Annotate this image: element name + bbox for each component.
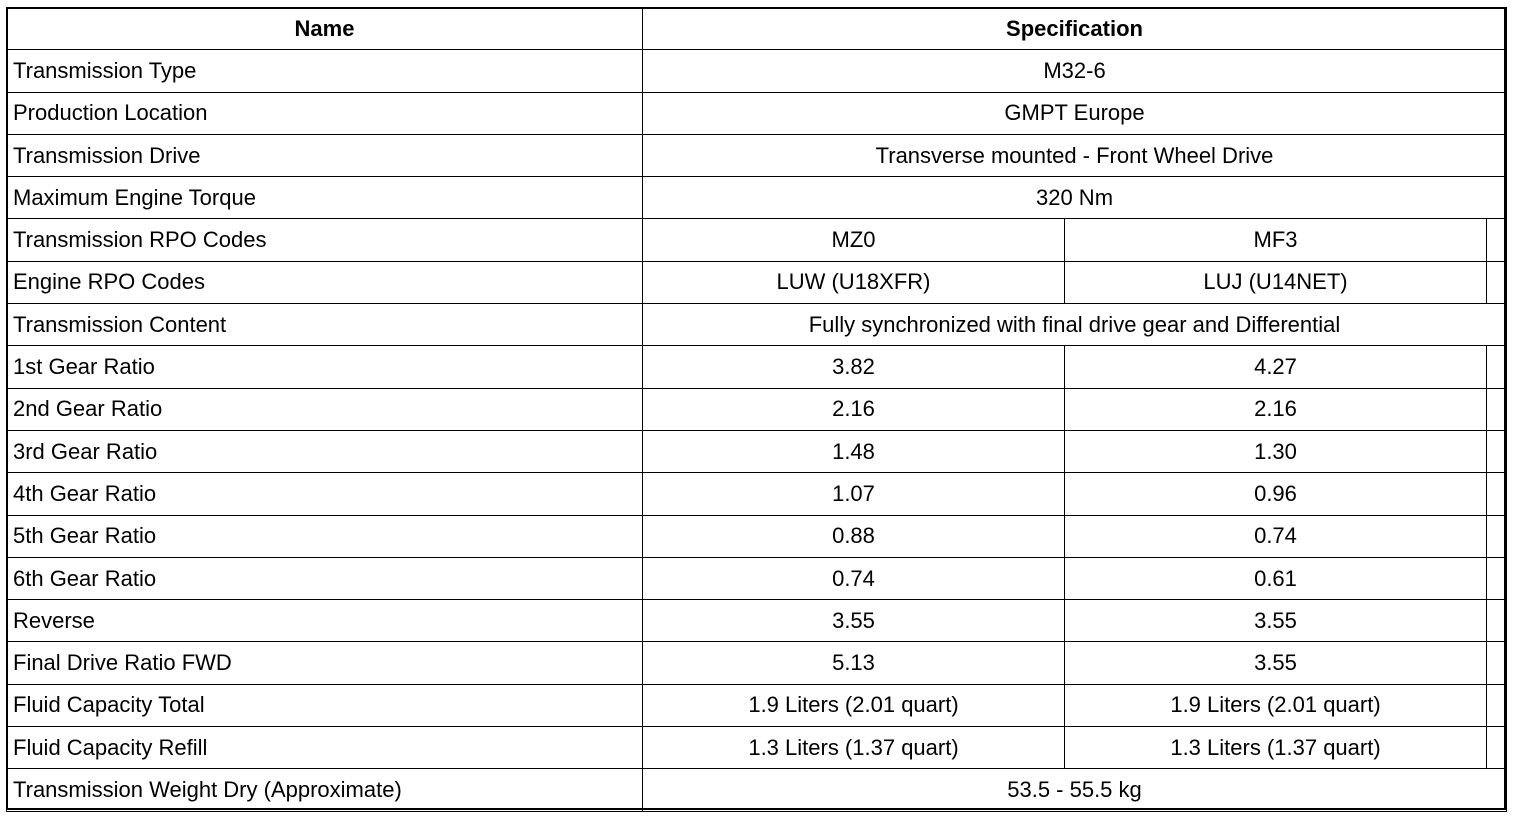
row-value-mf3: 1.3 Liters (1.37 quart): [1065, 727, 1487, 769]
row-label: 4th Gear Ratio: [7, 473, 643, 515]
row-value-mf3: 0.61: [1065, 557, 1487, 599]
table-row: [7, 219, 1507, 261]
row-value-mf3: 2.16: [1065, 388, 1487, 430]
table-row: [7, 388, 1507, 430]
row-label: Transmission Drive: [7, 134, 643, 176]
row-spacer: [1487, 219, 1507, 261]
row-value-mf3: 0.74: [1065, 515, 1487, 557]
row-spacer: [1487, 557, 1507, 599]
table-row: [7, 261, 1507, 303]
header-specification: Specification: [643, 8, 1507, 50]
row-value: 320 Nm: [643, 177, 1507, 219]
row-label: Reverse: [7, 600, 643, 642]
row-value-mz0: 1.48: [643, 430, 1065, 472]
row-label: Final Drive Ratio FWD: [7, 642, 643, 684]
row-value-mz0: 1.3 Liters (1.37 quart): [643, 727, 1065, 769]
table-row: [7, 177, 1507, 219]
row-label: Fluid Capacity Refill: [7, 727, 643, 769]
row-value-mz0: MZ0: [643, 219, 1065, 261]
row-value-mz0: 1.07: [643, 473, 1065, 515]
row-spacer: [1487, 388, 1507, 430]
table-row: [7, 304, 1507, 346]
row-label: Transmission Content: [7, 304, 643, 346]
row-value-mz0: LUW (U18XFR): [643, 261, 1065, 303]
row-value-mz0: 3.55: [643, 600, 1065, 642]
table-row: [7, 50, 1507, 92]
row-value-mf3: LUJ (U14NET): [1065, 261, 1487, 303]
row-value-mf3: 3.55: [1065, 642, 1487, 684]
row-label: 1st Gear Ratio: [7, 346, 643, 388]
row-spacer: [1487, 642, 1507, 684]
row-spacer: [1487, 515, 1507, 557]
row-label: 6th Gear Ratio: [7, 557, 643, 599]
table-row: [7, 769, 1507, 811]
row-value: Fully synchronized with final drive gear and Differential: [643, 304, 1507, 346]
table-row: [7, 684, 1507, 726]
row-value-mz0: 2.16: [643, 388, 1065, 430]
row-label: Fluid Capacity Total: [7, 684, 643, 726]
row-spacer: [1487, 600, 1507, 642]
row-label: 2nd Gear Ratio: [7, 388, 643, 430]
table-row: [7, 515, 1507, 557]
row-spacer: [1487, 430, 1507, 472]
row-label: 3rd Gear Ratio: [7, 430, 643, 472]
row-spacer: [1487, 684, 1507, 726]
row-label: 5th Gear Ratio: [7, 515, 643, 557]
header-row: [7, 8, 1507, 50]
row-label: Maximum Engine Torque: [7, 177, 643, 219]
row-value-mf3: 1.9 Liters (2.01 quart): [1065, 684, 1487, 726]
row-label: Transmission Weight Dry (Approximate): [7, 769, 643, 811]
row-value-mz0: 0.74: [643, 557, 1065, 599]
row-value: GMPT Europe: [643, 92, 1507, 134]
row-value-mf3: 3.55: [1065, 600, 1487, 642]
row-value-mz0: 1.9 Liters (2.01 quart): [643, 684, 1065, 726]
table-row: [7, 134, 1507, 176]
row-value-mz0: 0.88: [643, 515, 1065, 557]
row-label: Engine RPO Codes: [7, 261, 643, 303]
table-row: [7, 346, 1507, 388]
table-row: [7, 642, 1507, 684]
table-row: [7, 557, 1507, 599]
specification-table: [6, 7, 1507, 812]
row-value-mf3: 4.27: [1065, 346, 1487, 388]
row-value: Transverse mounted - Front Wheel Drive: [643, 134, 1507, 176]
row-value-mz0: 5.13: [643, 642, 1065, 684]
row-spacer: [1487, 261, 1507, 303]
row-spacer: [1487, 473, 1507, 515]
row-spacer: [1487, 346, 1507, 388]
table-row: [7, 727, 1507, 769]
row-value: 53.5 - 55.5 kg: [643, 769, 1507, 811]
row-value-mf3: 0.96: [1065, 473, 1487, 515]
row-label: Transmission Type: [7, 50, 643, 92]
table-row: [7, 473, 1507, 515]
row-value-mz0: 3.82: [643, 346, 1065, 388]
row-label: Production Location: [7, 92, 643, 134]
table-row: [7, 430, 1507, 472]
table-row: [7, 92, 1507, 134]
row-spacer: [1487, 727, 1507, 769]
header-name: Name: [7, 8, 643, 50]
row-label: Transmission RPO Codes: [7, 219, 643, 261]
table-row: [7, 600, 1507, 642]
row-value-mf3: MF3: [1065, 219, 1487, 261]
row-value: M32-6: [643, 50, 1507, 92]
row-value-mf3: 1.30: [1065, 430, 1487, 472]
